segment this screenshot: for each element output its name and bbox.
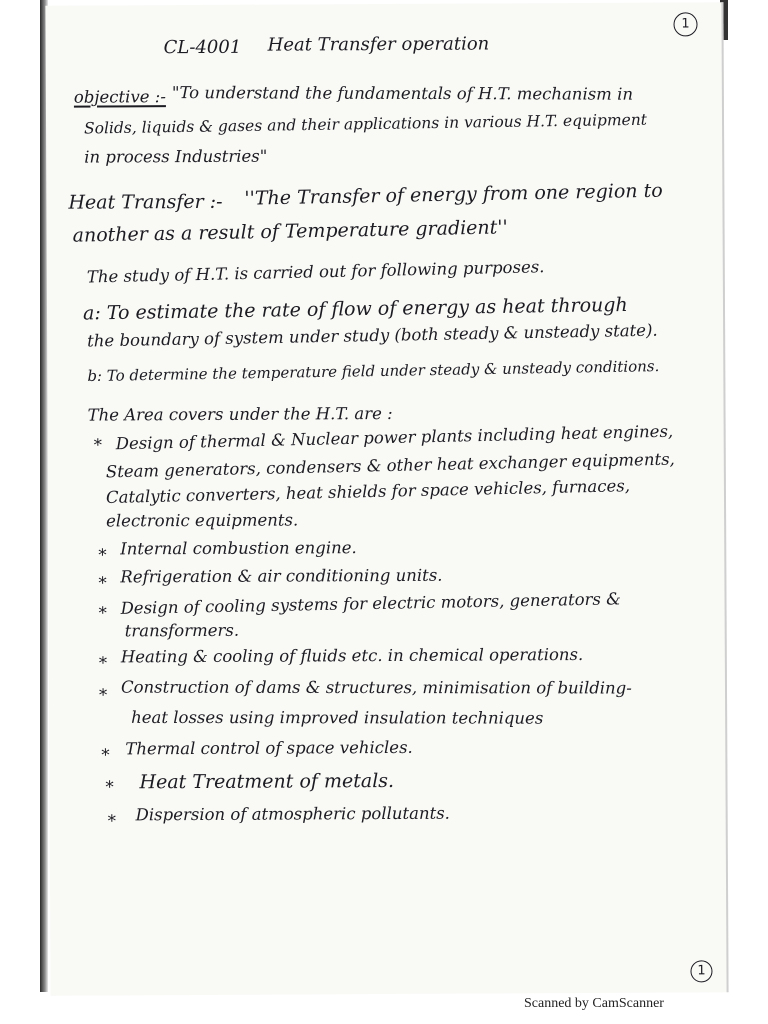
area-item: Internal combustion engine. (120, 538, 357, 559)
definition-line-2: another as a result of Temperature gradient'' (72, 216, 508, 247)
heat-transfer-label: Heat Transfer :- (68, 190, 223, 214)
bullet-icon: * (98, 545, 107, 565)
areas-intro: The Area covers under the H.T. are : (87, 403, 393, 425)
purpose-a-line-2: the boundary of system under study (both steady & unsteady state). (87, 320, 658, 351)
page-title: Heat Transfer operation (267, 33, 490, 56)
objective-label: objective :- (73, 87, 166, 107)
bullet-icon: * (105, 777, 114, 797)
course-code: CL-4001 (163, 36, 242, 59)
bullet-icon: * (101, 745, 110, 765)
area-item: Dispersion of atmospheric pollutants. (135, 803, 450, 825)
area-item: Catalytic converters, heat shields for space vehicles, furnaces, (105, 476, 631, 508)
objective-line-1: "To understand the fundamentals of H.T. mechanism in (171, 83, 634, 104)
area-item: electronic equipments. (106, 510, 299, 531)
definition-line-1: ''The Transfer of energy from one region to (244, 179, 663, 210)
bullet-icon: * (107, 811, 116, 831)
area-item: Steam generators, condensers & other heat exchanger equipments, (105, 449, 675, 482)
area-item: Heating & cooling of fluids etc. in chemical operations. (120, 644, 584, 667)
purpose-a-line-1: a: To estimate the rate of flow of energy as heat through (82, 293, 628, 325)
purpose-b-line-1: b: To determine the temperature field under steady & unsteady conditions. (87, 357, 660, 386)
bullet-icon: * (98, 573, 107, 593)
page-number-top: 1 (673, 12, 697, 36)
area-item: transformers. (124, 620, 240, 641)
area-item: Design of cooling systems for electric motors, generators & (120, 589, 622, 618)
notebook-page (45, 2, 728, 996)
objective-line-2: Solids, liquids & gases and their applications in various H.T. equipment (83, 110, 648, 138)
bullet-icon: * (98, 653, 108, 673)
area-item: Refrigeration & air conditioning units. (120, 565, 443, 587)
bullet-icon: * (93, 435, 103, 455)
area-item: Construction of dams & structures, minimisation of building- (120, 677, 632, 698)
page-number-bottom: 1 (690, 960, 712, 982)
area-item: Heat Treatment of metals. (139, 769, 395, 794)
study-intro: The study of H.T. is carried out for following purposes. (86, 257, 545, 287)
bullet-icon: * (98, 603, 107, 623)
area-item: Thermal control of space vehicles. (125, 737, 413, 759)
bullet-icon: * (98, 685, 108, 705)
area-item: Design of thermal & Nuclear power plants including heat engines, (115, 421, 674, 454)
objective-line-3: in process Industries" (84, 146, 268, 167)
camscanner-watermark: Scanned by CamScanner (524, 996, 664, 1011)
area-item: heat losses using improved insulation techniques (131, 707, 544, 728)
